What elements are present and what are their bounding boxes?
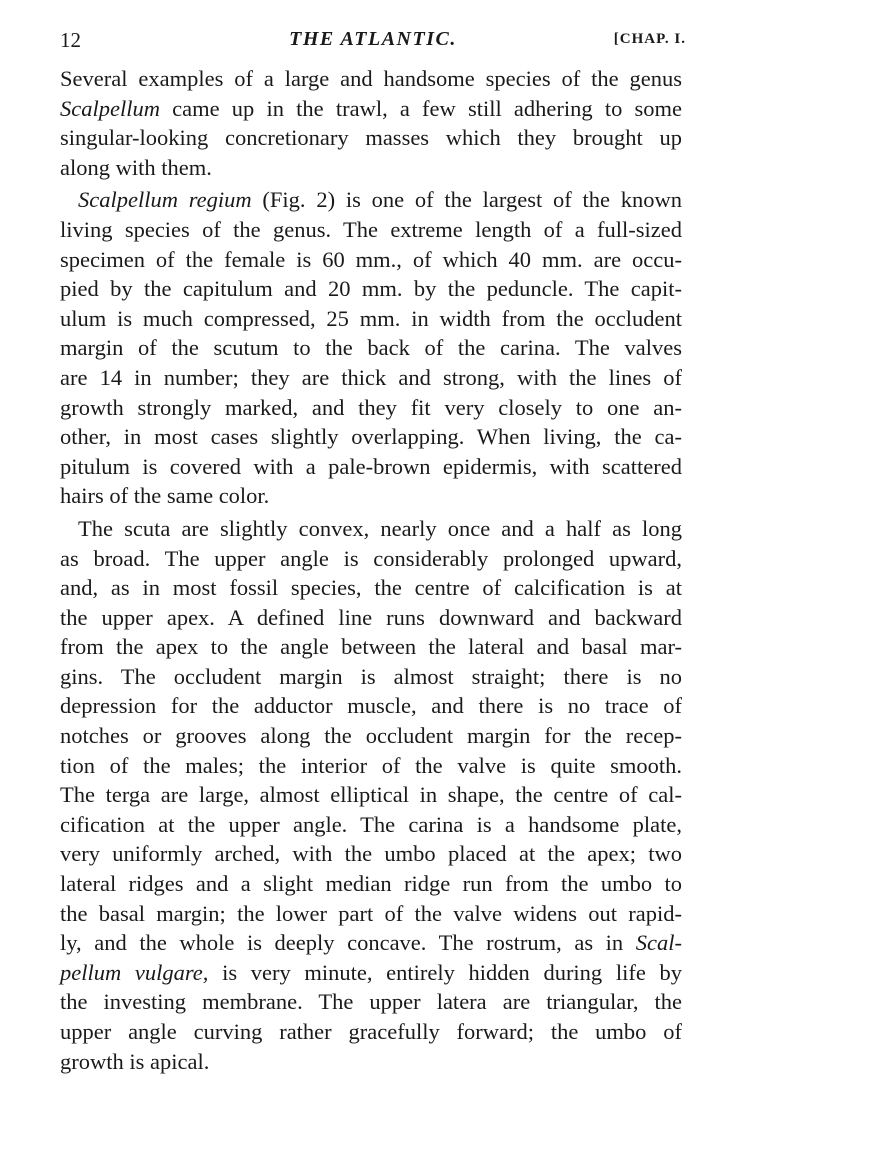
italic-term: Scal-	[635, 930, 682, 956]
text-run: and, as in most fossil species, the centre of calcification is at	[60, 575, 682, 601]
text-run: (Fig. 2) is one of the largest of the known	[251, 187, 682, 213]
text-line	[60, 632, 682, 662]
running-title: THE ATLANTIC.	[289, 28, 457, 50]
text-line	[60, 987, 682, 1017]
text-run: specimen of the female is 60 mm., of which 40 mm. are occu-	[60, 246, 682, 272]
italic-term: Scalpellum regium	[78, 187, 252, 213]
text-run: growth strongly marked, and they fit very closely to one an-	[60, 394, 682, 420]
text-run: living species of the genus. The extreme length of a full-sized	[60, 216, 682, 242]
text-line	[60, 153, 682, 183]
text-run: is very minute, entirely hidden during life by	[208, 959, 682, 985]
text-run: depression for the adductor muscle, and there is no trace of	[60, 693, 682, 719]
text-line	[60, 333, 682, 363]
text-run: growth is apical.	[60, 1048, 210, 1074]
text-run: pitulum is covered with a pale-brown epidermis, with scattered	[60, 453, 682, 479]
page-number: 12	[60, 28, 81, 52]
text-run: lateral ridges and a slight median ridge run from the umbo to	[60, 871, 682, 897]
text-line	[60, 662, 682, 692]
text-line	[60, 64, 682, 94]
italic-term: Scalpellum	[60, 95, 160, 121]
text-line	[60, 721, 682, 751]
text-line	[60, 422, 682, 452]
text-run: ulum is much compressed, 25 mm. in width from the occludent	[60, 305, 682, 331]
text-run: notches or grooves along the occludent margin for the recep-	[60, 723, 682, 749]
paragraph	[60, 514, 682, 1076]
text-line	[60, 1047, 682, 1077]
text-run: upper angle curving rather gracefully forward; the umbo of	[60, 1019, 682, 1044]
text-run: gins. The occludent margin is almost straight; there is no	[60, 663, 682, 689]
text-run: the upper apex. A defined line runs downward and backward	[60, 604, 682, 630]
text-line	[60, 899, 682, 929]
text-run: singular-looking concretionary masses which they brought up	[60, 125, 682, 151]
text-line	[60, 245, 682, 275]
text-run: the investing membrane. The upper latera are triangular, the	[60, 989, 682, 1015]
text-line	[60, 810, 682, 840]
text-line	[60, 481, 682, 511]
running-head	[60, 28, 686, 54]
paragraph	[60, 64, 682, 182]
text-line	[60, 123, 682, 153]
text-run: very uniformly arched, with the umbo placed at the apex; two	[60, 841, 682, 867]
text-line	[60, 363, 682, 393]
text-line	[60, 869, 682, 899]
text-run: came up in the trawl, a few still adhering to some	[159, 95, 682, 121]
text-run: pied by the capitulum and 20 mm. by the peduncle. The capit-	[60, 276, 682, 302]
text-line	[60, 958, 682, 988]
text-line	[60, 215, 682, 245]
text-run: other, in most cases slightly overlapping. When living, the ca-	[60, 424, 682, 450]
text-line	[60, 780, 682, 810]
text-run: ly, and the whole is deeply concave. The rostrum, as in	[60, 930, 636, 956]
text-run: along with them.	[60, 154, 212, 180]
text-line	[60, 751, 682, 781]
chapter-reference: [CHAP. I.	[613, 31, 686, 47]
body-text	[60, 64, 682, 1076]
text-run: as broad. The upper angle is considerably prolonged upward,	[60, 545, 682, 571]
text-run: from the apex to the angle between the lateral and basal mar-	[60, 634, 682, 660]
text-run: The terga are large, almost elliptical in shape, the centre of cal-	[60, 782, 682, 808]
text-line	[60, 1017, 682, 1047]
text-line	[60, 514, 682, 544]
text-line	[60, 573, 682, 603]
text-run: margin of the scutum to the back of the carina. The valves	[60, 335, 682, 361]
text-run: hairs of the same color.	[60, 483, 270, 509]
text-line	[60, 839, 682, 869]
text-line	[60, 452, 682, 482]
text-run: cification at the upper angle. The carina is a handsome plate,	[60, 811, 682, 837]
text-line	[60, 928, 682, 958]
text-line	[60, 274, 682, 304]
text-line	[60, 393, 682, 423]
text-line	[60, 94, 682, 124]
text-line	[60, 544, 682, 574]
text-line	[60, 304, 682, 334]
paragraph	[60, 185, 682, 511]
text-run: are 14 in number; they are thick and strong, with the lines of	[60, 364, 682, 390]
text-line	[60, 185, 682, 215]
text-run: The scuta are slightly convex, nearly once and a half as long	[78, 515, 682, 541]
text-line	[60, 603, 682, 633]
italic-term: pellum vulgare,	[60, 959, 209, 985]
text-line	[60, 691, 682, 721]
text-run: tion of the males; the interior of the valve is quite smooth.	[60, 752, 682, 778]
text-run: Several examples of a large and handsome species of the genus	[60, 66, 682, 91]
text-run: the basal margin; the lower part of the valve widens out rapid-	[60, 900, 682, 926]
